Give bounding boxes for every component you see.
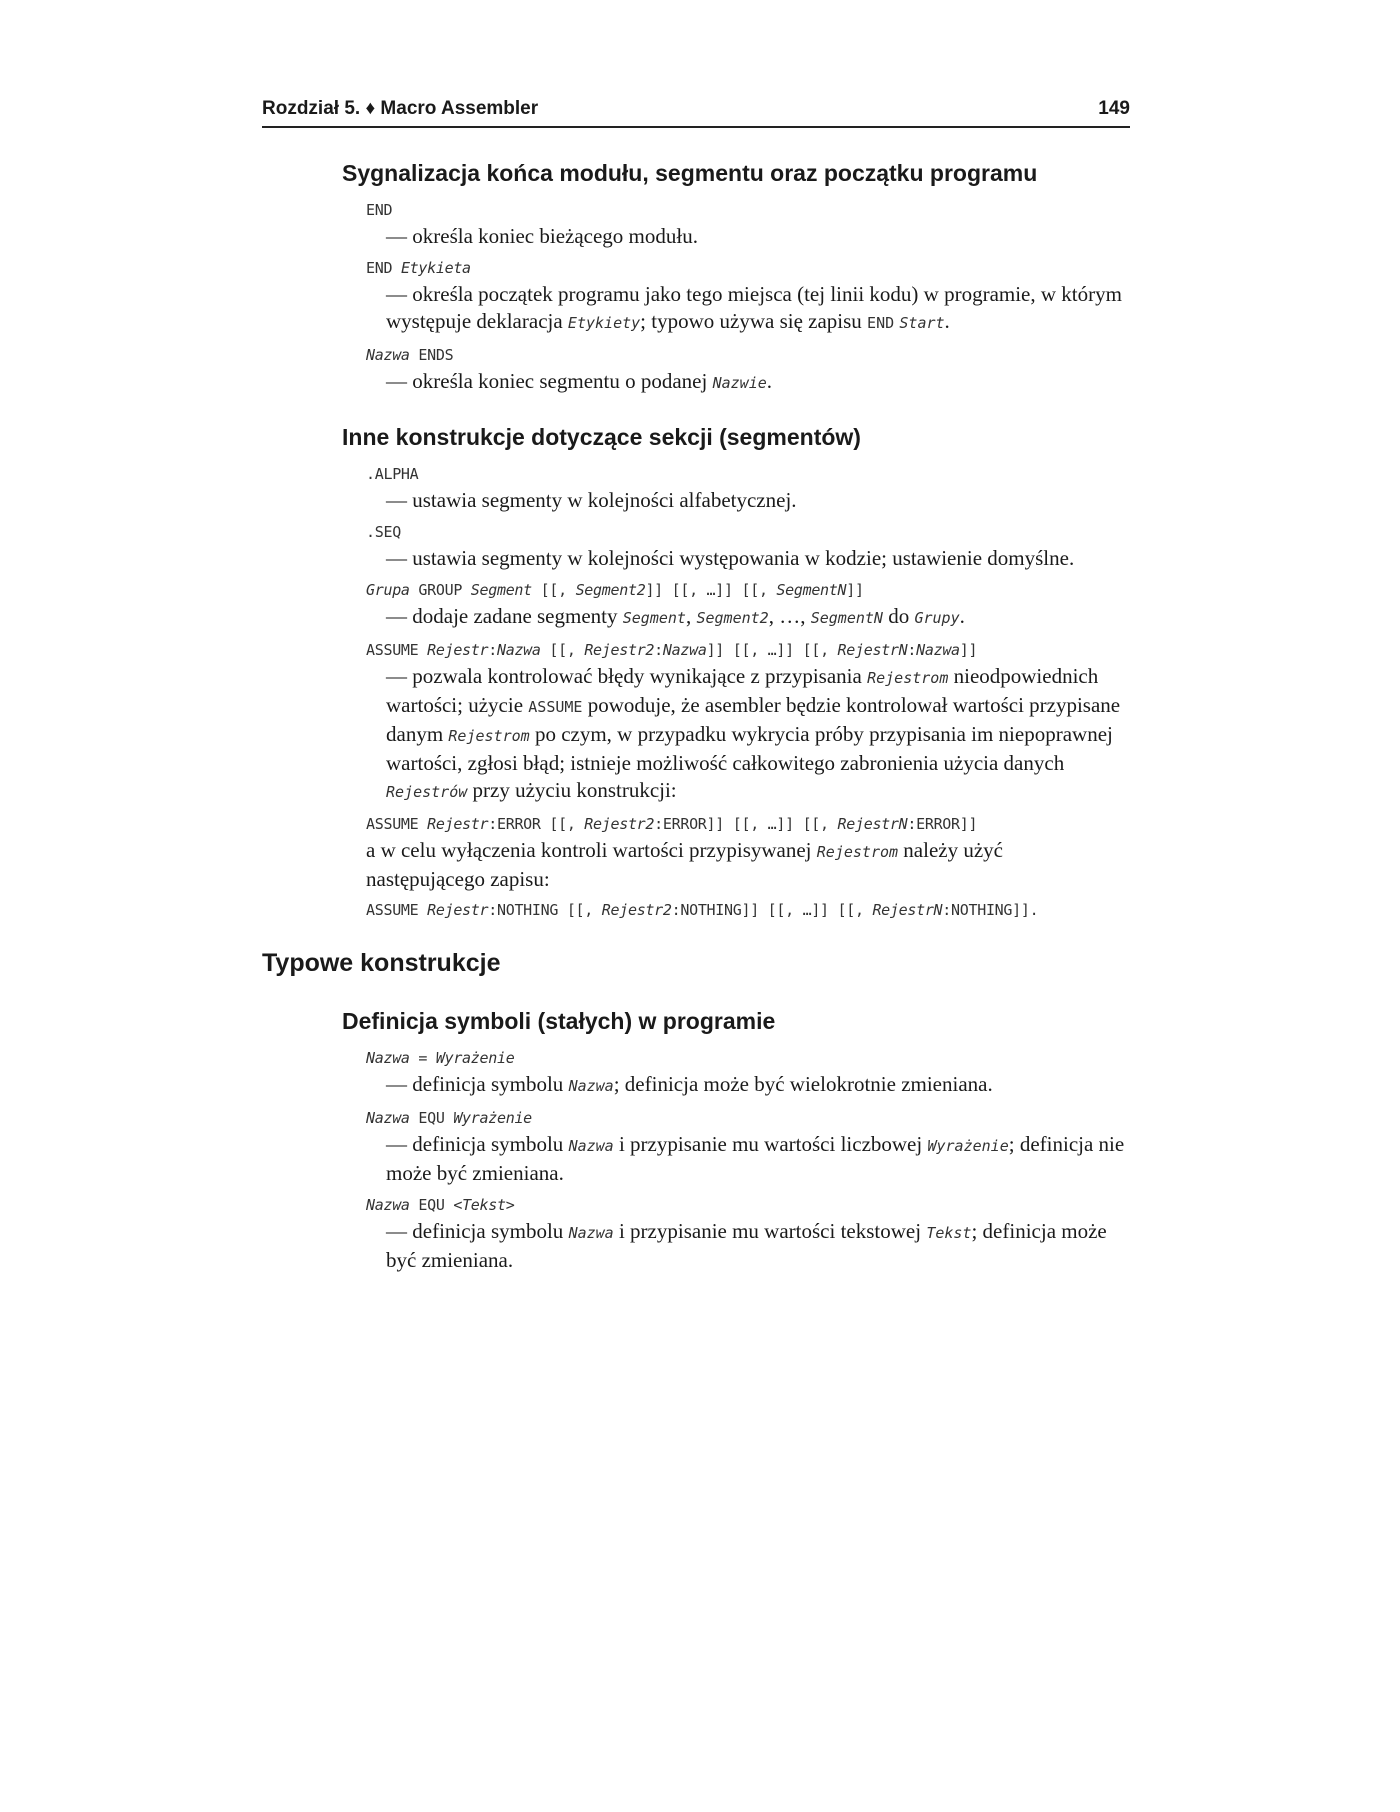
desc-text: i przypisanie mu wartości tekstowej: [618, 1219, 922, 1243]
desc-code: Rejestrom: [816, 843, 899, 861]
code-ends: [366, 346, 1132, 364]
code-syntax: :ERROR [[,: [488, 815, 576, 833]
desc-code: Grupy: [914, 609, 960, 627]
code-keyword: .SEQ: [366, 523, 401, 541]
code-keyword: EQU: [418, 1196, 445, 1214]
code-syntax: ]]: [959, 641, 978, 659]
code-end: [366, 201, 1132, 219]
desc-text: ; definicja może być zmieniana.: [386, 1219, 1107, 1272]
code-arg: Rejestr: [427, 901, 489, 919]
code-keyword: GROUP: [418, 581, 463, 599]
running-title: Rozdział 5. ♦ Macro Assembler: [262, 98, 539, 119]
desc-group: [386, 603, 1126, 632]
code-assign: [366, 1049, 1132, 1067]
desc-equ-expr: [386, 1131, 1126, 1187]
code-syntax: :NOTHING [[,: [488, 901, 594, 919]
code-syntax: :: [488, 641, 497, 659]
code-keyword: ASSUME: [366, 815, 419, 833]
code-arg: SegmentN: [776, 581, 847, 599]
desc-code: Nazwa: [568, 1224, 614, 1242]
desc-equ-text: [386, 1218, 1126, 1274]
desc-code: Nazwie: [712, 374, 767, 392]
desc-code: ASSUME: [528, 698, 583, 716]
desc-code: Nazwa: [568, 1077, 614, 1095]
desc-text: , …,: [768, 604, 806, 628]
desc-end: — określa koniec bieżącego modułu.: [386, 224, 698, 248]
desc-text: — pozwala kontrolować błędy wynikające z przypisania: [386, 664, 862, 688]
desc-code: Etykiety: [567, 314, 641, 332]
code-syntax: ]] [[, …]] [[,: [645, 581, 768, 599]
desc-text: — określa koniec segmentu o podanej: [386, 369, 708, 393]
desc-assume: [386, 663, 1126, 806]
code-syntax: :ERROR]]: [907, 815, 978, 833]
code-seq: [366, 523, 1132, 541]
desc-code: Rejestrom: [867, 669, 949, 687]
code-syntax: [[,: [549, 641, 576, 659]
desc-text: — definicja symbolu: [386, 1072, 564, 1096]
desc-text: przy użyciu konstrukcji:: [472, 778, 677, 802]
code-syntax: =: [418, 1049, 428, 1067]
desc-code: Segment2: [696, 609, 769, 627]
code-arg: Nazwa: [366, 1109, 410, 1127]
section-heading-symbols: Definicja symboli (stałych) w programie: [342, 1008, 776, 1034]
code-arg: RejestrN: [837, 641, 908, 659]
desc-text: ; definicja może być wielokrotnie zmieniana.: [613, 1072, 993, 1096]
code-arg: Segment: [470, 581, 532, 599]
desc-code: Rejestrom: [448, 727, 530, 745]
desc-code: SegmentN: [810, 609, 883, 627]
desc-text: ,: [685, 604, 692, 628]
desc-text: i przypisanie mu wartości liczbowej: [618, 1132, 923, 1156]
chapter-heading: Typowe konstrukcje: [262, 949, 501, 977]
desc-text: po czym, w przypadku wykrycia próby przypisania im niepoprawnej wartości, zgłosi błąd; istnieje możliwość całkowitego zabronienia użycia danych: [386, 722, 1113, 775]
code-arg: Nazwa: [496, 641, 541, 659]
desc-code: Start: [899, 314, 945, 332]
code-assume: [366, 641, 1132, 659]
desc-code: Tekst: [926, 1224, 972, 1242]
desc-text: — dodaje zadane segmenty: [386, 604, 618, 628]
text-assume-nothing-intro: [366, 837, 1126, 893]
code-arg: Wyrażenie: [453, 1109, 532, 1127]
code-syntax: <: [453, 1196, 463, 1214]
code-arg: Nazwa: [366, 1049, 410, 1067]
page-body: [262, 160, 1132, 1283]
desc-text: nieodpowiednich wartości; użycie: [386, 664, 1099, 717]
code-arg: Tekst: [462, 1196, 506, 1214]
code-arg: Rejestr2: [601, 901, 672, 919]
code-arg: Nazwa: [366, 1196, 410, 1214]
running-header: [262, 98, 1130, 128]
desc-text: ; typowo używa się zapisu: [640, 309, 862, 333]
code-arg: Rejestr: [427, 641, 489, 659]
code-syntax: :NOTHING]].: [942, 901, 1039, 919]
desc-assign: [386, 1071, 1126, 1100]
desc-text: — definicja symbolu: [386, 1132, 564, 1156]
desc-code: Wyrażenie: [927, 1137, 1009, 1155]
code-keyword: EQU: [418, 1109, 445, 1127]
code-alpha: [366, 465, 1132, 483]
desc-code: Nazwa: [568, 1137, 614, 1155]
code-assume-error: [366, 815, 1132, 833]
desc-alpha: — ustawia segmenty w kolejności alfabetycznej.: [386, 488, 797, 512]
code-keyword: .ALPHA: [366, 465, 419, 483]
code-syntax: :: [654, 641, 663, 659]
desc-text: .: [959, 604, 965, 628]
code-syntax: [[,: [540, 581, 567, 599]
desc-seq: — ustawia segmenty w kolejności występowania w kodzie; ustawienie domyślne.: [386, 546, 1075, 570]
desc-text: .: [944, 309, 950, 333]
code-equ-expr: [366, 1109, 1132, 1127]
code-arg: Segment2: [575, 581, 646, 599]
code-arg: Rejestr: [427, 815, 489, 833]
desc-end-label: [386, 281, 1126, 337]
code-keyword: ASSUME: [366, 641, 419, 659]
code-group: [366, 581, 1132, 599]
code-arg: Nazwa: [916, 641, 960, 659]
code-arg: Nazwa: [366, 346, 410, 364]
body-text: należy użyć następującego zapisu:: [366, 838, 1003, 891]
page-number: 149: [1098, 98, 1130, 119]
code-arg: Wyrażenie: [435, 1049, 515, 1067]
code-syntax: :ERROR]] [[, …]] [[,: [654, 815, 829, 833]
code-keyword: ENDS: [418, 346, 454, 364]
desc-text: — definicja symbolu: [386, 1219, 564, 1243]
code-syntax: :NOTHING]] [[, …]] [[,: [671, 901, 864, 919]
body-text: a w celu wyłączenia kontroli wartości przypisywanej: [366, 838, 812, 862]
code-assume-nothing: [366, 901, 1132, 919]
desc-code: Segment: [622, 609, 686, 627]
code-arg: Nazwa: [662, 641, 707, 659]
code-syntax: :: [907, 641, 917, 659]
code-arg: RejestrN: [872, 901, 943, 919]
code-keyword: END: [366, 201, 393, 219]
code-arg: Rejestr2: [584, 815, 655, 833]
desc-text: do: [888, 604, 910, 628]
desc-text: — określa początek programu jako tego miejsca (tej linii kodu) w programie, w którym występuje deklaracja: [386, 282, 1122, 333]
code-arg: Etykieta: [400, 259, 471, 277]
code-arg: Grupa: [366, 581, 410, 599]
code-keyword: END: [366, 259, 393, 277]
code-syntax: >: [505, 1196, 515, 1214]
code-keyword: ASSUME: [366, 901, 419, 919]
code-syntax: ]] [[, …]] [[,: [706, 641, 829, 659]
desc-code: END: [867, 314, 895, 332]
code-equ-text: [366, 1196, 1132, 1214]
desc-text: .: [766, 369, 773, 393]
section-heading-end: Sygnalizacja końca modułu, segmentu oraz początku programu: [342, 160, 1038, 186]
desc-text: ; definicja nie może być zmieniana.: [386, 1132, 1125, 1185]
code-arg: Rejestr2: [584, 641, 655, 659]
code-syntax: ]]: [846, 581, 864, 599]
desc-text: powoduje, że asembler będzie kontrolował wartości przypisane danym: [386, 693, 1121, 746]
section-heading-segments: Inne konstrukcje dotyczące sekcji (segmentów): [342, 424, 861, 450]
code-end-label: [366, 259, 1132, 277]
code-arg: RejestrN: [837, 815, 908, 833]
desc-ends: [386, 368, 1126, 397]
desc-code: Rejestrów: [386, 783, 468, 801]
